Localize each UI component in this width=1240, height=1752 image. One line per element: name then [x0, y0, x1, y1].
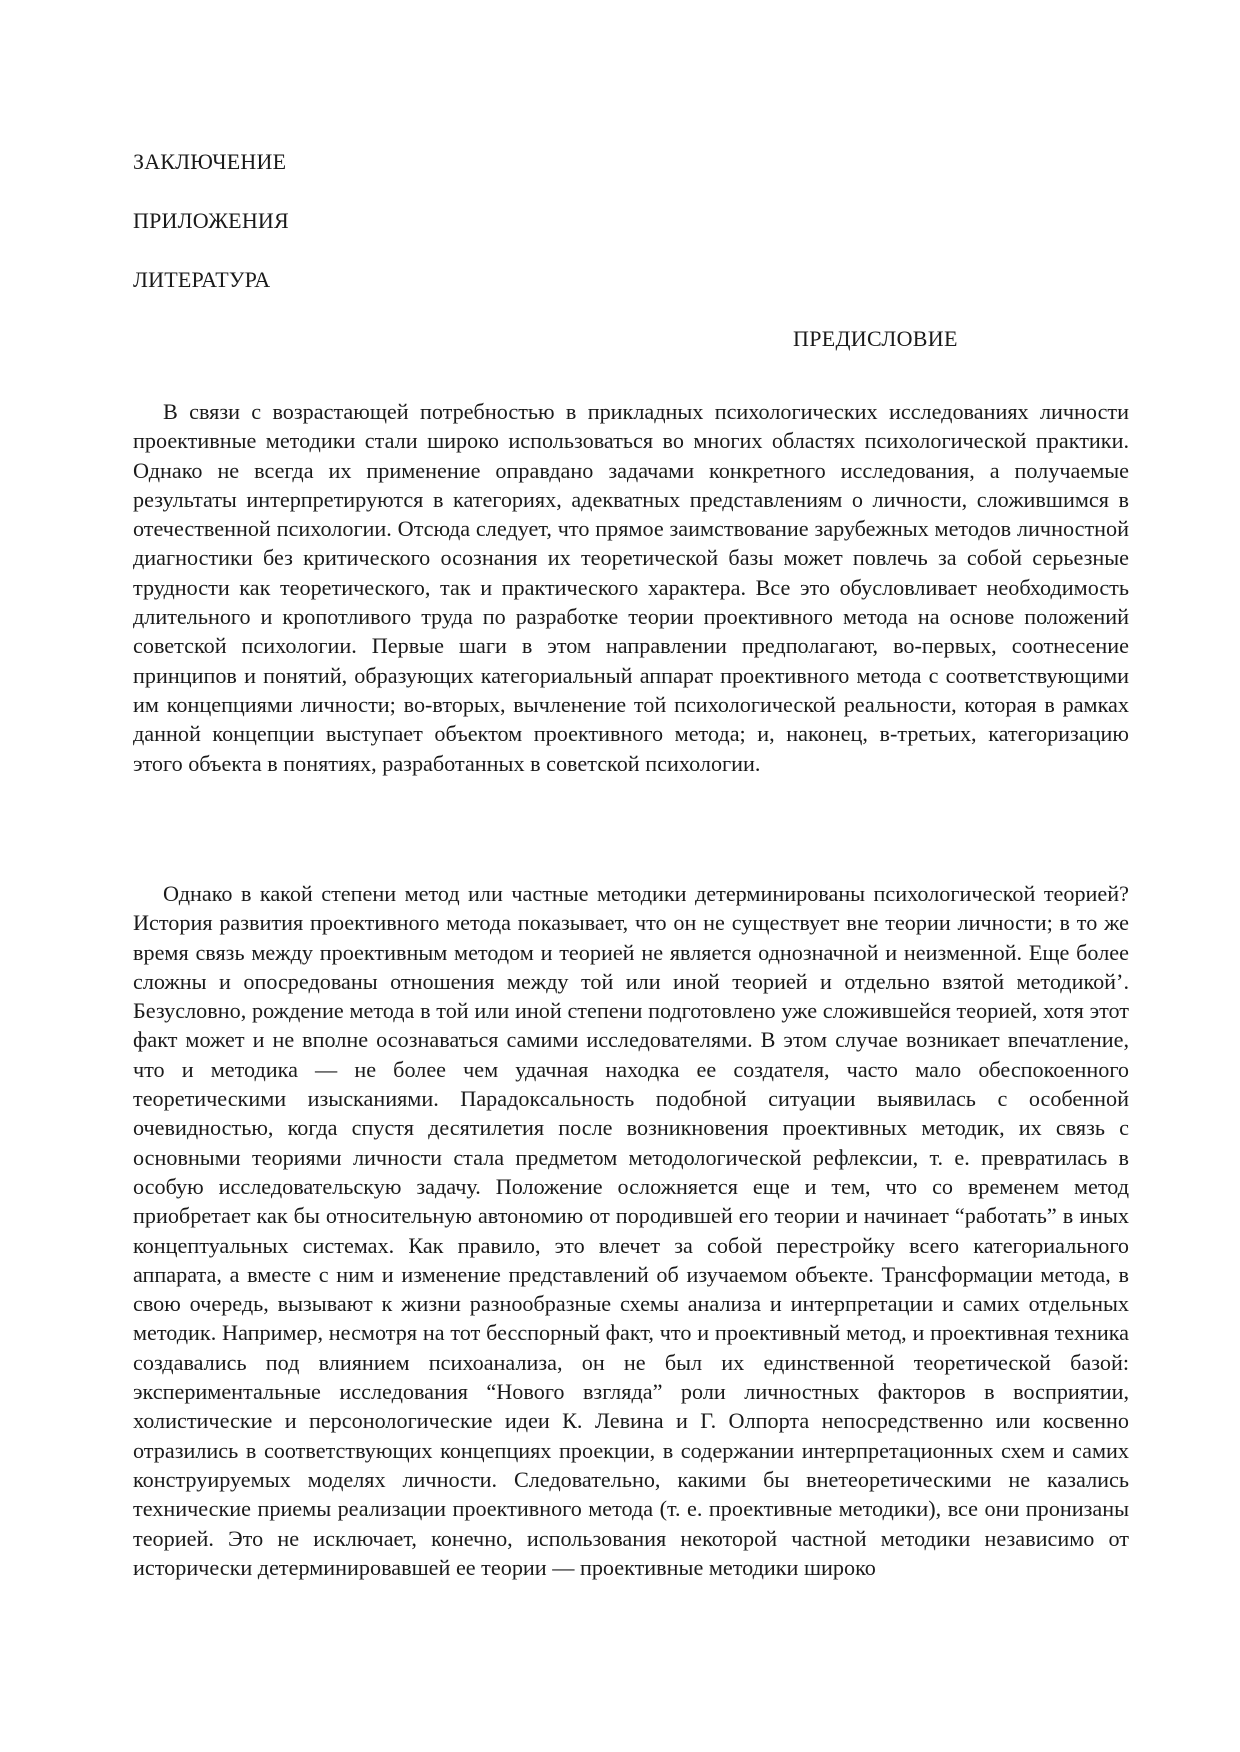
paragraph: Однако в какой степени метод или частные методики детерминированы психологической теорией? История развития проективного метода показывает, что он не существует вне теории личности; в то же время связь между проективным методом и теорией не является однозначной и неизменной. Еще более сложны и опосредованы отношения между той или иной теорией и отдельно взятой методикой’. Безусловно, рождение метода в той или иной степени подготовлено уже сложившейся теорией, хотя этот факт может и не вполне осознаваться самими исследователями. В этом случае возникает впечатление, что и методика — не более чем удачная находка ее создателя, часто мало обеспокоенного теоретическими изысканиями. Парадоксальность подобной ситуации выявилась с особенной очевидностью, когда спустя десятилетия после возникновения проективных методик, их связь с основными теориями личности стала предметом методологической рефлексии, т. е. превратилась в особую исследовательскую задачу. Положение осложняется еще и тем, что со временем метод приобретает как бы относительную автономию от породившей его теории и начинает “работать” в иных концептуальных системах. Как правило, это влечет за собой перестройку всего категориального аппарата, а вместе с ним и изменение представлений об изучаемом объекте. Трансформации метода, в свою очередь, вызывают к жизни разнообразные схемы анализа и интерпретации и самих отдельных методик. Например, несмотря на тот бесспорный факт, что и проективный метод, и проективная техника создавались под влиянием психоанализа, он не был их единственной теоретической базой: экспериментальные исследования “Нового взгляда” роли личностных факторов в восприятии, холистические и персонологические идеи К. Левина и Г. Олпорта непосредственно или косвенно отразились в соответствующих концепциях проекции, в содержании интерпретационных схем и самих конструируемых моделях личности. Следовательно, какими бы внетеоретическими не казались технические приемы реализации проективного метода (т. е. проективные методики), все они пронизаны теорией. Это не исключает, конечно, использования некоторой частной методики независимо от исторически детерминировавшей ее теории — проективные методики широко	[133, 881, 1129, 1580]
toc-item-literature: ЛИТЕРАТУРА	[133, 267, 271, 292]
paragraph: В связи с возрастающей потребностью в прикладных психологических исследованиях личности проективные методики стали широко использоваться во многих областях психологической практики. Однако не всегда их применение оправдано задачами конкретного исследования, а получаемые результаты интерпретируются в категориях, адекватных представлениям о личности, сложившимся в отечественной психологии. Отсюда следует, что прямое заимствование зарубежных методов личностной диагностики без критического осознания их теоретической базы может повлечь за собой серьезные трудности как теоретического, так и практического характера. Все это обусловливает необходимость длительного и кропотливого труда по разработке теории проективного метода на основе положений советской психологии. Первые шаги в этом направлении предполагают, во-первых, соотнесение принципов и понятий, образующих категориальный аппарат проективного метода с соответствующими им концепциями личности; во-вторых, вычленение той психологической реальности, которая в рамках данной концепции выступает объектом проективного метода; и, наконец, в-третьих, категоризацию этого объекта в понятиях, разработанных в советской психологии.	[133, 399, 1129, 776]
toc-item-conclusion: ЗАКЛЮЧЕНИЕ	[133, 149, 287, 174]
toc-item-appendices: ПРИЛОЖЕНИЯ	[133, 208, 289, 233]
section-title-preface: ПРЕДИСЛОВИЕ	[793, 326, 958, 351]
